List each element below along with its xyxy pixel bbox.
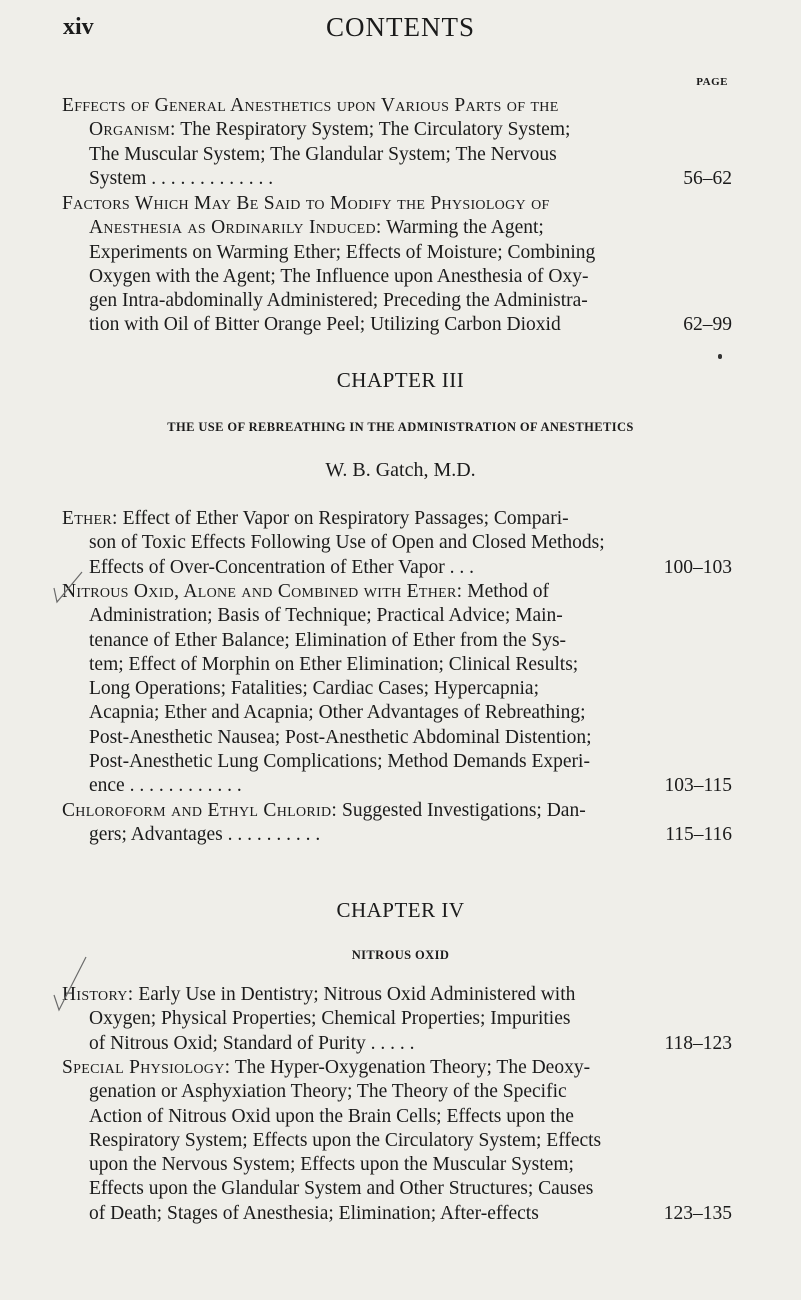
entry-line	[62, 983, 732, 1007]
entry-line: Post-Anesthetic Lung Complications; Method Demands Experi-	[89, 751, 590, 773]
entry-line: gen Intra-abdominally Administered; Preceding the Administra-	[89, 290, 588, 312]
entry-line	[62, 507, 732, 531]
toc-entry-chloroform	[62, 799, 732, 848]
entry-text: Warming the Agent;	[381, 217, 544, 239]
entry-line	[62, 799, 732, 823]
entry-line: Post-Anesthetic Nausea; Post-Anesthetic Abdominal Distention;	[89, 726, 592, 748]
chapter-subtitle: NITROUS OXID	[351, 948, 450, 962]
check-mark-icon	[48, 570, 88, 610]
entry-text: gers; Advantages . . . . . . . . . .	[89, 824, 321, 846]
chapter-author: W. B. Gatch, M.D.	[325, 459, 476, 481]
entry-heading: Chloroform and Ethyl Chlorid:	[62, 800, 338, 821]
entry-line-last	[62, 823, 732, 847]
entry-line-last	[62, 167, 732, 191]
entry-line: Respiratory System; Effects upon the Circulatory System; Effects	[89, 1129, 602, 1151]
entry-text: Suggested Investigations; Dan-	[337, 800, 586, 821]
toc-entry-history	[62, 983, 732, 1056]
page-column-label: PAGE	[696, 76, 728, 88]
entry-text: tion with Oil of Bitter Orange Peel; Utilizing Carbon Dioxid	[89, 314, 561, 336]
entry-text: System . . . . . . . . . . . . .	[89, 167, 274, 189]
entry-line: Effects upon the Glandular System and Other Structures; Causes	[89, 1178, 594, 1200]
entry-line-last	[62, 313, 732, 337]
entry-heading: Ether:	[62, 508, 118, 529]
entry-heading: Organism:	[89, 119, 176, 141]
entry-text: Method of	[462, 581, 550, 602]
entry-line: The Muscular System; The Glandular System; The Nervous	[89, 143, 557, 165]
chapter-title: CHAPTER IV	[336, 898, 465, 922]
entry-line: tenance of Ether Balance; Elimination of Ether from the Sys-	[89, 629, 567, 651]
ink-dot	[718, 354, 722, 359]
entry-line-last	[62, 1202, 732, 1226]
entry-line: Oxygen; Physical Properties; Chemical Properties; Impurities	[89, 1008, 571, 1030]
entry-line	[62, 118, 732, 142]
chapter-subtitle: THE USE OF REBREATHING IN THE ADMINISTRATION OF ANESTHETICS	[167, 420, 634, 434]
entry-line: Oxygen with the Agent; The Influence upon Anesthesia of Oxy-	[89, 265, 589, 287]
entry-line-last	[62, 556, 732, 580]
toc-entry-effects	[62, 94, 732, 191]
page-range: 56–62	[683, 167, 732, 189]
entry-heading: Special Physiology:	[62, 1057, 231, 1078]
entry-text: Early Use in Dentistry; Nitrous Oxid Administered with	[133, 984, 576, 1005]
entry-line: Long Operations; Fatalities; Cardiac Cases; Hypercapnia;	[89, 678, 539, 700]
entry-line: Acapnia; Ether and Acapnia; Other Advantages of Rebreathing;	[89, 702, 586, 724]
page-range: 100–103	[663, 556, 732, 578]
entry-text: of Nitrous Oxid; Standard of Purity . . . . .	[89, 1032, 415, 1054]
entry-line: tem; Effect of Morphin on Ether Elimination; Clinical Results;	[89, 653, 579, 675]
entry-heading: Effects of General Anesthetics upon Various Parts of the	[62, 95, 559, 116]
page-range: 103–115	[664, 775, 732, 797]
entry-text: Effect of Ether Vapor on Respiratory Passages; Compari-	[117, 508, 569, 529]
entry-line	[62, 1056, 732, 1080]
page-range: 123–135	[663, 1202, 732, 1224]
entry-line: Experiments on Warming Ether; Effects of Moisture; Combining	[89, 241, 596, 263]
toc-entry-special-physiology	[62, 1056, 732, 1226]
page-range: 62–99	[683, 314, 732, 336]
toc-entry-factors	[62, 192, 732, 338]
entry-line	[62, 216, 732, 240]
entry-heading: Nitrous Oxid, Alone and Combined with Ether:	[62, 581, 463, 602]
check-mark-icon	[50, 955, 90, 1035]
page-header	[0, 8, 801, 48]
entry-line-last	[62, 1032, 732, 1056]
entry-text: ence . . . . . . . . . . . .	[89, 775, 242, 797]
entry-line: son of Toxic Effects Following Use of Open and Closed Methods;	[89, 532, 605, 554]
chapter-title: CHAPTER III	[336, 368, 465, 392]
page-number: xiv	[63, 14, 94, 40]
entry-text: Effects of Over-Concentration of Ether Vapor . . .	[89, 556, 474, 578]
entry-heading: Factors Which May Be Said to Modify the Physiology of	[62, 193, 550, 214]
entry-text: The Hyper-Oxygenation Theory; The Deoxy-	[230, 1057, 591, 1078]
entry-line: Action of Nitrous Oxid upon the Brain Cells; Effects upon the	[89, 1105, 574, 1127]
entry-line-last	[62, 774, 732, 798]
entry-text: The Respiratory System; The Circulatory System;	[175, 119, 571, 141]
entry-line	[62, 580, 732, 604]
entry-line: Administration; Basis of Technique; Practical Advice; Main-	[89, 605, 563, 627]
page-range: 115–116	[665, 824, 732, 846]
entry-heading: History:	[62, 984, 134, 1005]
page-range: 118–123	[664, 1032, 732, 1054]
entry-line: upon the Nervous System; Effects upon the Muscular System;	[89, 1154, 574, 1176]
running-title: CONTENTS	[326, 12, 475, 42]
entry-line: genation or Asphyxiation Theory; The Theory of the Specific	[89, 1081, 567, 1103]
entry-text: of Death; Stages of Anesthesia; Elimination; After-effects	[89, 1202, 539, 1224]
toc-entry-ether	[62, 507, 732, 580]
toc-entry-nitrous-combined	[62, 580, 732, 799]
entry-heading: Anesthesia as Ordinarily Induced:	[89, 217, 382, 239]
